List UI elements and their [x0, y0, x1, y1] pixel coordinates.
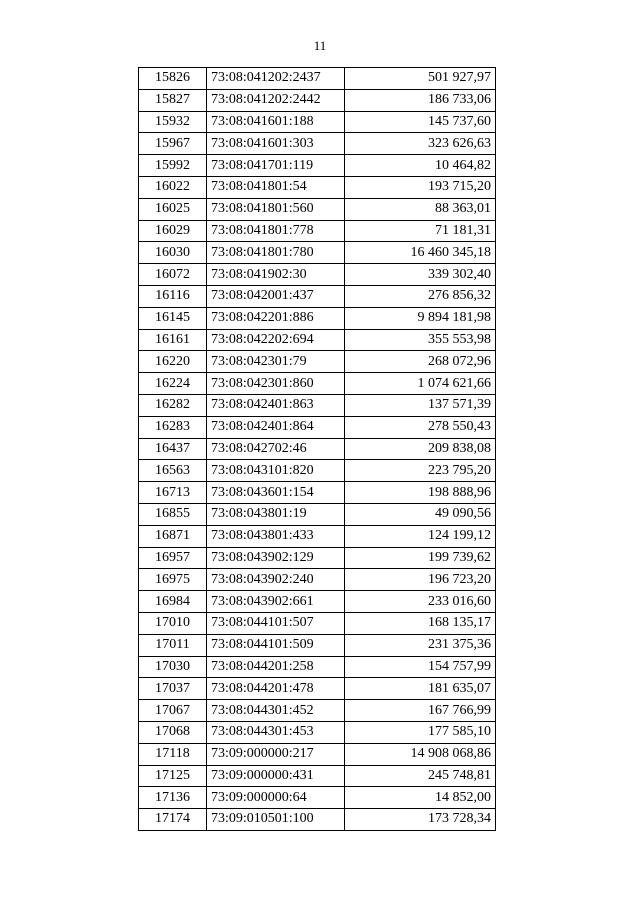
table-row	[139, 482, 496, 504]
cadastral-value-cell: 154 757,99	[345, 656, 496, 678]
table-row	[139, 176, 496, 198]
page-number: 11	[313, 38, 327, 53]
cadastral-number-cell: 73:08:043902:129	[207, 547, 345, 569]
table-row	[139, 438, 496, 460]
row-number-cell: 16025	[139, 198, 207, 220]
table-row	[139, 743, 496, 765]
cadastral-number-cell: 73:08:044101:507	[207, 612, 345, 634]
cadastral-value-cell: 168 135,17	[345, 612, 496, 634]
table-row	[139, 700, 496, 722]
table-row	[139, 503, 496, 525]
row-number-cell: 16220	[139, 351, 207, 373]
cadastral-value-cell: 16 460 345,18	[345, 242, 496, 264]
cadastral-value-cell: 88 363,01	[345, 198, 496, 220]
row-number-cell: 16871	[139, 525, 207, 547]
table-row	[139, 569, 496, 591]
cadastral-value-cell: 145 737,60	[345, 111, 496, 133]
cadastral-number-cell: 73:08:042301:79	[207, 351, 345, 373]
cadastral-number-cell: 73:08:041801:560	[207, 198, 345, 220]
row-number-cell: 16145	[139, 307, 207, 329]
table-row	[139, 285, 496, 307]
cadastral-number-cell: 73:08:041701:119	[207, 155, 345, 177]
cadastral-value-cell: 196 723,20	[345, 569, 496, 591]
row-number-cell: 15827	[139, 89, 207, 111]
table-row	[139, 198, 496, 220]
cadastral-value-cell: 167 766,99	[345, 700, 496, 722]
cadastral-number-cell: 73:08:042401:864	[207, 416, 345, 438]
cadastral-value-cell: 193 715,20	[345, 176, 496, 198]
cadastral-number-cell: 73:08:044301:452	[207, 700, 345, 722]
cadastral-number-cell: 73:08:042401:863	[207, 394, 345, 416]
row-number-cell: 16563	[139, 460, 207, 482]
table-row	[139, 787, 496, 809]
cadastral-value-cell: 124 199,12	[345, 525, 496, 547]
cadastral-value-cell: 339 302,40	[345, 264, 496, 286]
cadastral-value-cell: 198 888,96	[345, 482, 496, 504]
cadastral-value-cell: 14 908 068,86	[345, 743, 496, 765]
row-number-cell: 16437	[139, 438, 207, 460]
table-row	[139, 460, 496, 482]
row-number-cell: 17068	[139, 721, 207, 743]
row-number-cell: 17011	[139, 634, 207, 656]
row-number-cell: 17174	[139, 809, 207, 831]
row-number-cell: 17030	[139, 656, 207, 678]
table-row	[139, 656, 496, 678]
cadastral-value-cell: 323 626,63	[345, 133, 496, 155]
row-number-cell: 16029	[139, 220, 207, 242]
cadastral-number-cell: 73:09:000000:431	[207, 765, 345, 787]
cadastral-number-cell: 73:08:041801:780	[207, 242, 345, 264]
row-number-cell: 17136	[139, 787, 207, 809]
cadastral-value-cell: 1 074 621,66	[345, 373, 496, 395]
table-row	[139, 612, 496, 634]
cadastral-value-cell: 137 571,39	[345, 394, 496, 416]
row-number-cell: 16161	[139, 329, 207, 351]
row-number-cell: 16116	[139, 285, 207, 307]
row-number-cell: 16957	[139, 547, 207, 569]
cadastral-number-cell: 73:08:041902:30	[207, 264, 345, 286]
cadastral-value-cell: 231 375,36	[345, 634, 496, 656]
table-row	[139, 547, 496, 569]
cadastral-value-cell: 501 927,97	[345, 68, 496, 90]
table-row	[139, 591, 496, 613]
cadastral-value-cell: 9 894 181,98	[345, 307, 496, 329]
cadastral-value-cell: 223 795,20	[345, 460, 496, 482]
table-row	[139, 111, 496, 133]
row-number-cell: 17125	[139, 765, 207, 787]
row-number-cell: 16224	[139, 373, 207, 395]
cadastral-number-cell: 73:08:041601:303	[207, 133, 345, 155]
row-number-cell: 15992	[139, 155, 207, 177]
row-number-cell: 17067	[139, 700, 207, 722]
table-row	[139, 416, 496, 438]
cadastral-value-cell: 71 181,31	[345, 220, 496, 242]
table-row	[139, 133, 496, 155]
table-row	[139, 351, 496, 373]
row-number-cell: 15826	[139, 68, 207, 90]
table-row	[139, 89, 496, 111]
row-number-cell: 16030	[139, 242, 207, 264]
row-number-cell: 16072	[139, 264, 207, 286]
cadastral-value-cell: 199 739,62	[345, 547, 496, 569]
row-number-cell: 17037	[139, 678, 207, 700]
cadastral-value-cell: 181 635,07	[345, 678, 496, 700]
table-row	[139, 220, 496, 242]
table-row	[139, 68, 496, 90]
cadastral-number-cell: 73:08:043801:433	[207, 525, 345, 547]
cadastral-value-cell: 49 090,56	[345, 503, 496, 525]
table-row	[139, 721, 496, 743]
cadastral-value-cell: 268 072,96	[345, 351, 496, 373]
row-number-cell: 16713	[139, 482, 207, 504]
row-number-cell: 15932	[139, 111, 207, 133]
table-row	[139, 242, 496, 264]
row-number-cell: 16855	[139, 503, 207, 525]
cadastral-number-cell: 73:08:042201:886	[207, 307, 345, 329]
cadastral-value-table	[138, 67, 496, 831]
row-number-cell: 16975	[139, 569, 207, 591]
cadastral-value-cell: 173 728,34	[345, 809, 496, 831]
table-row	[139, 678, 496, 700]
cadastral-number-cell: 73:08:042202:694	[207, 329, 345, 351]
cadastral-number-cell: 73:08:042301:860	[207, 373, 345, 395]
table-row	[139, 373, 496, 395]
cadastral-number-cell: 73:08:043801:19	[207, 503, 345, 525]
row-number-cell: 16984	[139, 591, 207, 613]
cadastral-number-cell: 73:08:042702:46	[207, 438, 345, 460]
table-row	[139, 155, 496, 177]
table-row	[139, 264, 496, 286]
cadastral-value-cell: 14 852,00	[345, 787, 496, 809]
cadastral-value-cell: 355 553,98	[345, 329, 496, 351]
row-number-cell: 17118	[139, 743, 207, 765]
row-number-cell: 16282	[139, 394, 207, 416]
cadastral-number-cell: 73:09:000000:64	[207, 787, 345, 809]
table-row	[139, 329, 496, 351]
cadastral-value-cell: 233 016,60	[345, 591, 496, 613]
cadastral-value-cell: 278 550,43	[345, 416, 496, 438]
cadastral-number-cell: 73:08:042001:437	[207, 285, 345, 307]
cadastral-value-cell: 245 748,81	[345, 765, 496, 787]
cadastral-value-cell: 186 733,06	[345, 89, 496, 111]
row-number-cell: 16283	[139, 416, 207, 438]
cadastral-number-cell: 73:08:043902:661	[207, 591, 345, 613]
cadastral-number-cell: 73:08:043101:820	[207, 460, 345, 482]
row-number-cell: 15967	[139, 133, 207, 155]
row-number-cell: 17010	[139, 612, 207, 634]
cadastral-number-cell: 73:09:000000:217	[207, 743, 345, 765]
table-row	[139, 765, 496, 787]
table-row	[139, 307, 496, 329]
table-row	[139, 809, 496, 831]
table-row	[139, 525, 496, 547]
row-number-cell: 16022	[139, 176, 207, 198]
cadastral-number-cell: 73:08:043601:154	[207, 482, 345, 504]
cadastral-value-cell: 276 856,32	[345, 285, 496, 307]
cadastral-number-cell: 73:09:010501:100	[207, 809, 345, 831]
table-row	[139, 394, 496, 416]
cadastral-number-cell: 73:08:041202:2442	[207, 89, 345, 111]
cadastral-number-cell: 73:08:041801:778	[207, 220, 345, 242]
cadastral-number-cell: 73:08:041801:54	[207, 176, 345, 198]
cadastral-value-cell: 177 585,10	[345, 721, 496, 743]
cadastral-number-cell: 73:08:044201:478	[207, 678, 345, 700]
table-body	[139, 68, 496, 831]
cadastral-number-cell: 73:08:044201:258	[207, 656, 345, 678]
cadastral-value-cell: 209 838,08	[345, 438, 496, 460]
cadastral-number-cell: 73:08:044301:453	[207, 721, 345, 743]
cadastral-number-cell: 73:08:043902:240	[207, 569, 345, 591]
cadastral-value-cell: 10 464,82	[345, 155, 496, 177]
table-row	[139, 634, 496, 656]
cadastral-number-cell: 73:08:044101:509	[207, 634, 345, 656]
cadastral-number-cell: 73:08:041202:2437	[207, 68, 345, 90]
cadastral-number-cell: 73:08:041601:188	[207, 111, 345, 133]
